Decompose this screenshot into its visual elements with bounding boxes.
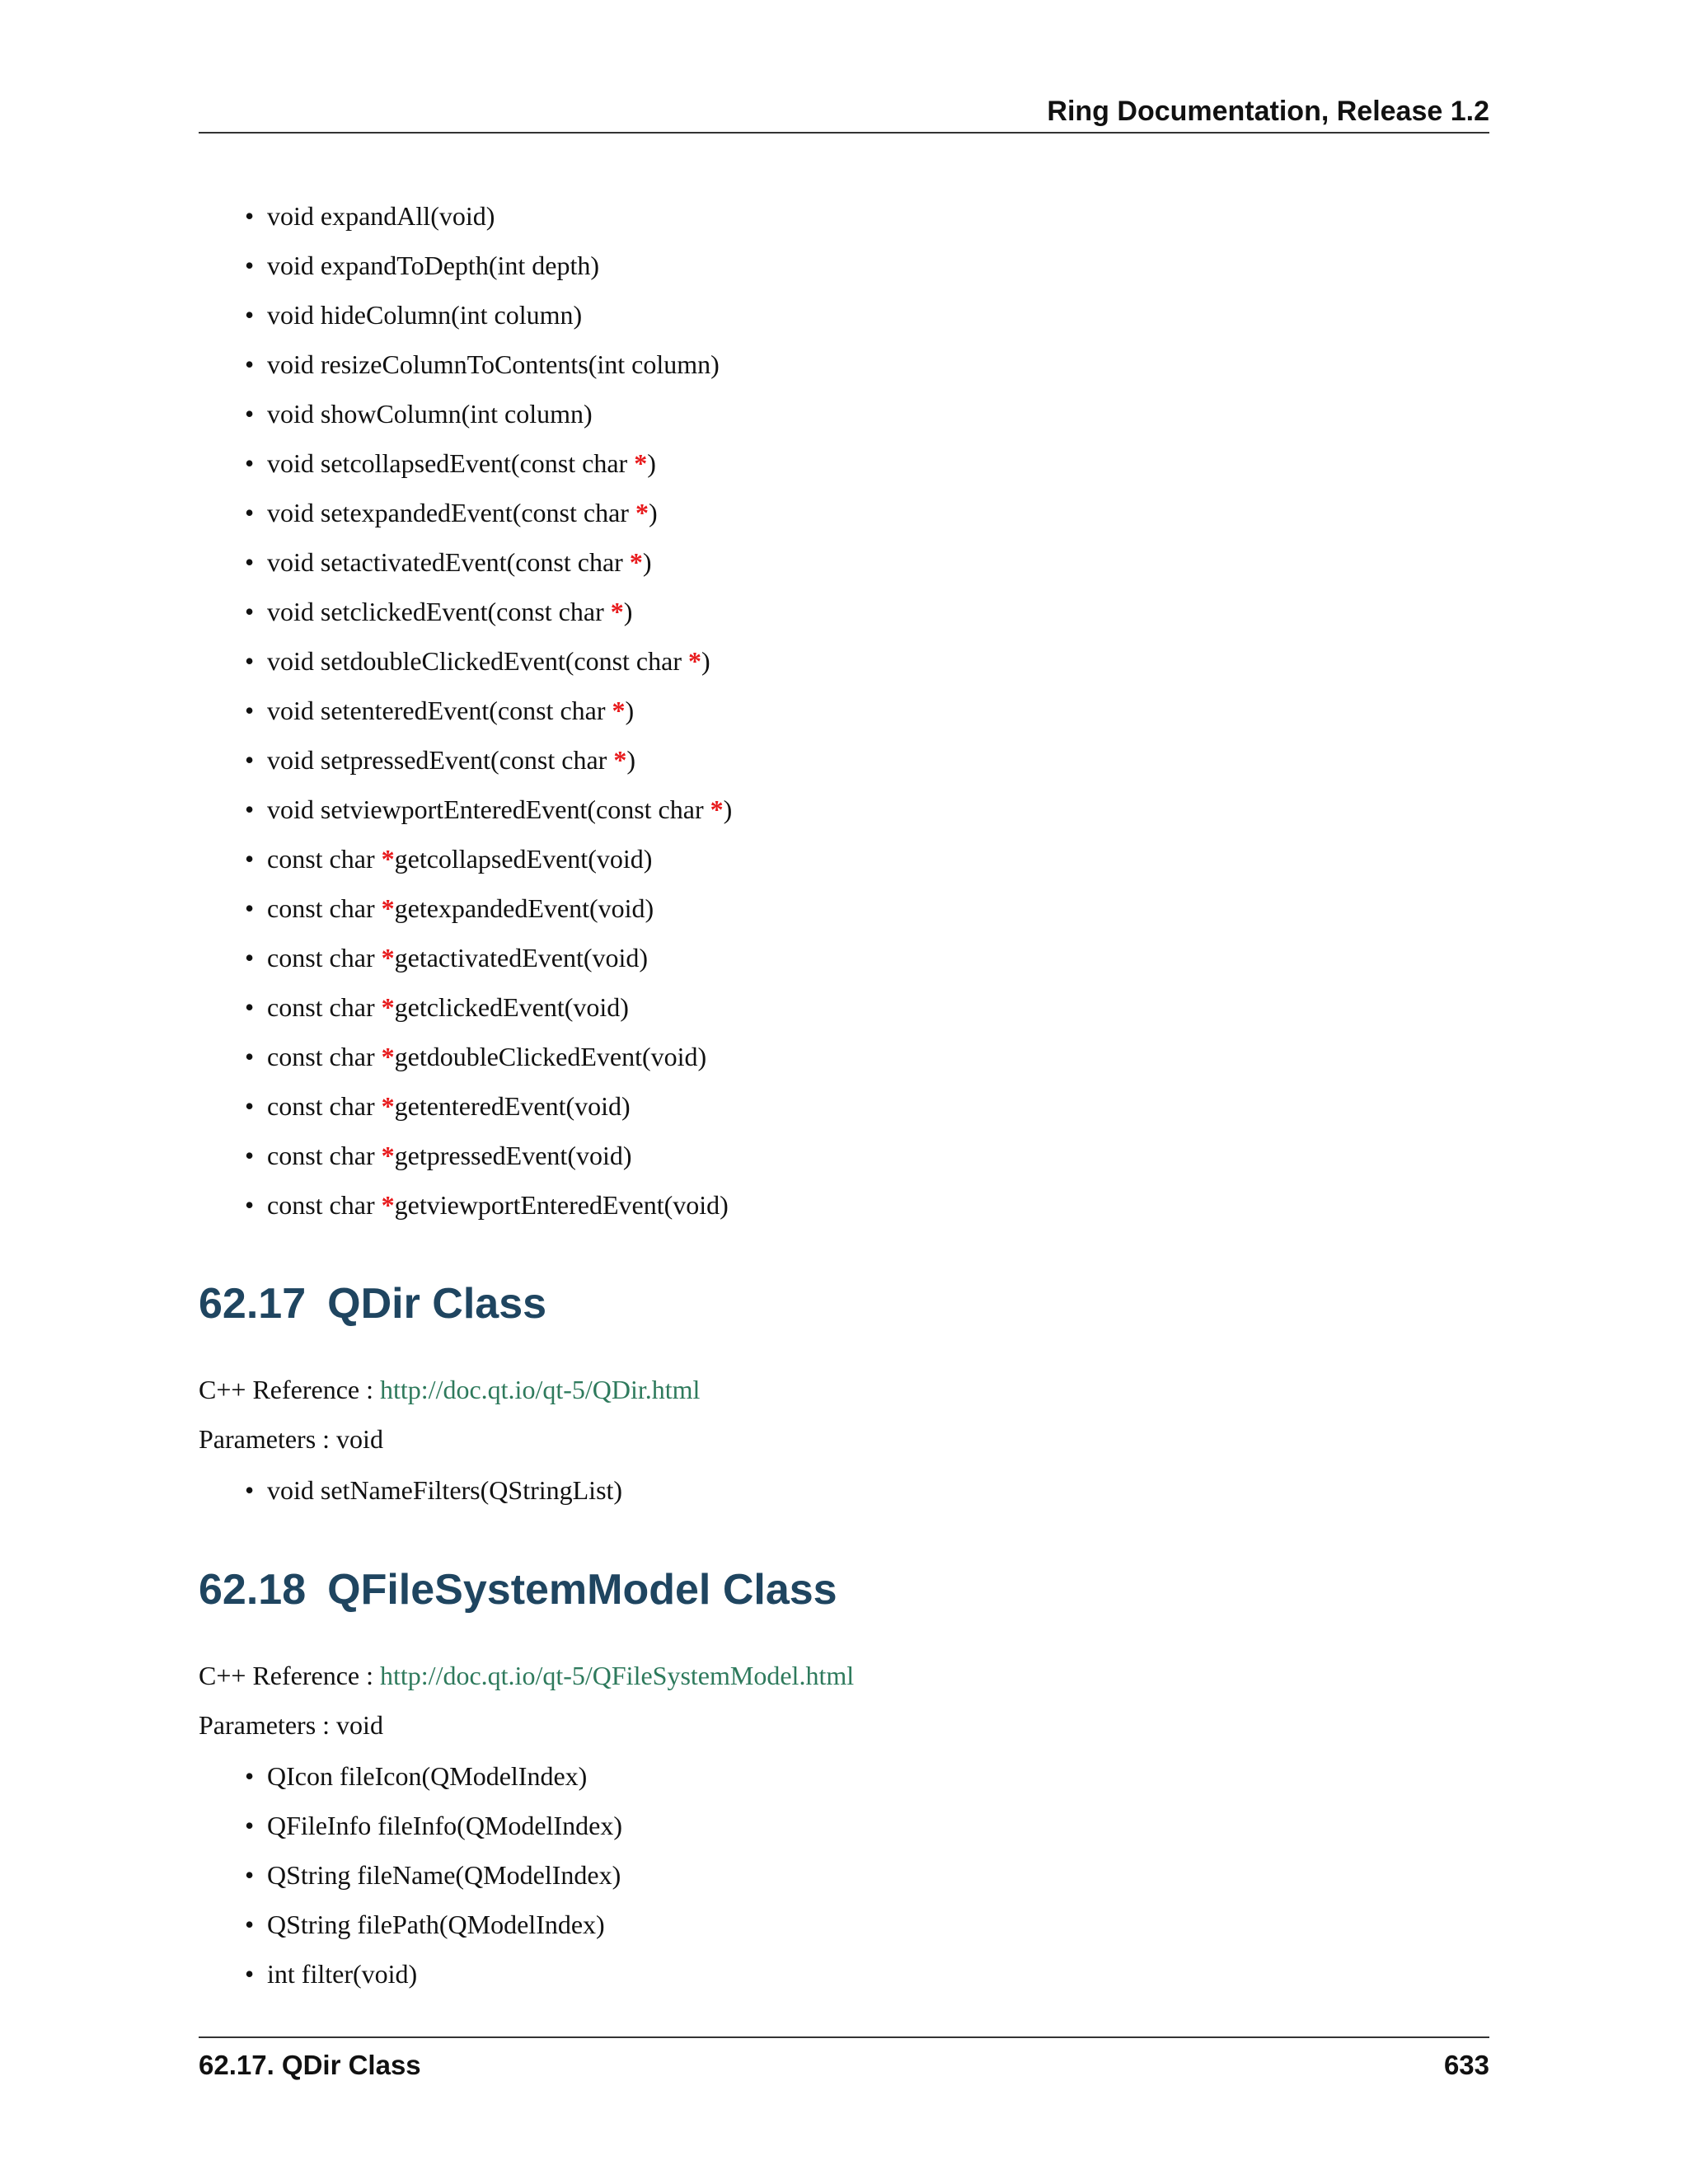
method-text: void setviewportEnteredEvent(const char bbox=[267, 794, 710, 824]
method-text: getpressedEvent(void) bbox=[394, 1141, 632, 1170]
list-item bbox=[245, 389, 732, 438]
pointer-asterisk: * bbox=[710, 794, 724, 824]
method-text: ) bbox=[625, 696, 635, 725]
cpp-reference-qfilesystemmodel bbox=[199, 1661, 854, 1691]
method-text: const char bbox=[267, 992, 382, 1022]
pointer-asterisk: * bbox=[381, 943, 395, 972]
list-item bbox=[245, 340, 732, 389]
bullet-icon: • bbox=[245, 1959, 255, 1989]
method-text: const char bbox=[267, 1190, 382, 1220]
method-text: void hideColumn(int column) bbox=[267, 300, 583, 330]
list-item bbox=[245, 883, 732, 933]
method-text: getexpandedEvent(void) bbox=[394, 893, 654, 923]
method-text: QString fileName(QModelIndex) bbox=[267, 1860, 621, 1890]
method-text: getviewportEnteredEvent(void) bbox=[394, 1190, 729, 1220]
method-text: QString filePath(QModelIndex) bbox=[267, 1910, 605, 1939]
method-text: ) bbox=[647, 448, 656, 478]
method-text: void setcollapsedEvent(const char bbox=[267, 448, 635, 478]
list-item bbox=[245, 1180, 732, 1230]
pointer-asterisk: * bbox=[381, 1091, 395, 1121]
list-item bbox=[245, 537, 732, 587]
bullet-icon: • bbox=[245, 943, 255, 972]
treeview-method-list bbox=[245, 191, 732, 1230]
method-text: getdoubleClickedEvent(void) bbox=[394, 1042, 707, 1071]
qdir-method-list bbox=[245, 1465, 622, 1515]
method-text: void showColumn(int column) bbox=[267, 399, 593, 429]
method-text: const char bbox=[267, 1091, 382, 1121]
method-text: ) bbox=[626, 745, 635, 775]
parameters-qdir: Parameters : void bbox=[199, 1424, 383, 1454]
list-item bbox=[245, 1465, 622, 1515]
page-header bbox=[199, 91, 1489, 134]
bullet-icon: • bbox=[245, 844, 255, 874]
page-number: 633 bbox=[1443, 2050, 1489, 2080]
list-item bbox=[245, 1032, 732, 1081]
list-item bbox=[245, 686, 732, 735]
parameters-qfilesystemmodel: Parameters : void bbox=[199, 1710, 383, 1740]
method-text: getcollapsedEvent(void) bbox=[394, 844, 653, 874]
list-item bbox=[245, 735, 732, 785]
reference-label: C++ Reference : bbox=[199, 1375, 380, 1404]
section-number: 62.17 bbox=[199, 1280, 307, 1328]
bullet-icon: • bbox=[245, 745, 255, 775]
bullet-icon: • bbox=[245, 1141, 255, 1170]
method-text: ) bbox=[701, 646, 710, 676]
method-text: void setpressedEvent(const char bbox=[267, 745, 614, 775]
pointer-asterisk: * bbox=[629, 547, 643, 577]
pointer-asterisk: * bbox=[635, 498, 649, 527]
bullet-icon: • bbox=[245, 1190, 255, 1220]
list-item bbox=[245, 1900, 622, 1949]
method-text: const char bbox=[267, 943, 382, 972]
method-text: void setNameFilters(QStringList) bbox=[267, 1475, 623, 1505]
method-text: const char bbox=[267, 893, 382, 923]
bullet-icon: • bbox=[245, 1091, 255, 1121]
method-text: ) bbox=[723, 794, 733, 824]
method-text: getactivatedEvent(void) bbox=[394, 943, 649, 972]
list-item bbox=[245, 1801, 622, 1850]
bullet-icon: • bbox=[245, 300, 255, 330]
section-heading-qfilesystemmodel bbox=[199, 1565, 837, 1615]
bullet-icon: • bbox=[245, 1761, 255, 1791]
list-item bbox=[245, 1949, 622, 1999]
method-text: void setenteredEvent(const char bbox=[267, 696, 612, 725]
method-text: ) bbox=[648, 498, 658, 527]
method-text: void resizeColumnToContents(int column) bbox=[267, 349, 720, 379]
footer-section-title: 62.17. QDir Class bbox=[199, 2050, 421, 2080]
reference-link[interactable]: http://doc.qt.io/qt-5/QDir.html bbox=[380, 1375, 701, 1404]
method-text: const char bbox=[267, 844, 382, 874]
list-item bbox=[245, 834, 732, 883]
list-item bbox=[245, 1131, 732, 1180]
method-text: ) bbox=[623, 597, 633, 626]
list-item bbox=[245, 982, 732, 1032]
bullet-icon: • bbox=[245, 893, 255, 923]
bullet-icon: • bbox=[245, 696, 255, 725]
bullet-icon: • bbox=[245, 201, 255, 231]
list-item bbox=[245, 290, 732, 340]
bullet-icon: • bbox=[245, 992, 255, 1022]
method-text: void expandToDepth(int depth) bbox=[267, 251, 599, 280]
bullet-icon: • bbox=[245, 1042, 255, 1071]
method-text: int filter(void) bbox=[267, 1959, 418, 1989]
pointer-asterisk: * bbox=[381, 992, 395, 1022]
page-footer bbox=[199, 2036, 1489, 2080]
method-text: void setdoubleClickedEvent(const char bbox=[267, 646, 688, 676]
bullet-icon: • bbox=[245, 349, 255, 379]
section-title: QFileSystemModel Class bbox=[327, 1566, 837, 1614]
bullet-icon: • bbox=[245, 251, 255, 280]
list-item bbox=[245, 1850, 622, 1900]
header-title: Ring Documentation, Release 1.2 bbox=[1047, 96, 1489, 127]
bullet-icon: • bbox=[245, 794, 255, 824]
method-text: const char bbox=[267, 1042, 382, 1071]
section-heading-qdir bbox=[199, 1279, 546, 1329]
pointer-asterisk: * bbox=[612, 696, 626, 725]
list-item bbox=[245, 438, 732, 488]
method-text: getclickedEvent(void) bbox=[394, 992, 629, 1022]
pointer-asterisk: * bbox=[381, 1190, 395, 1220]
list-item bbox=[245, 636, 732, 686]
section-title: QDir Class bbox=[327, 1280, 547, 1328]
pointer-asterisk: * bbox=[381, 1042, 395, 1071]
list-item bbox=[245, 933, 732, 982]
bullet-icon: • bbox=[245, 1860, 255, 1890]
list-item bbox=[245, 191, 732, 241]
bullet-icon: • bbox=[245, 399, 255, 429]
bullet-icon: • bbox=[245, 1811, 255, 1840]
method-text: void setactivatedEvent(const char bbox=[267, 547, 630, 577]
pointer-asterisk: * bbox=[381, 844, 395, 874]
bullet-icon: • bbox=[245, 547, 255, 577]
reference-link[interactable]: http://doc.qt.io/qt-5/QFileSystemModel.html bbox=[380, 1661, 855, 1690]
bullet-icon: • bbox=[245, 448, 255, 478]
method-text: const char bbox=[267, 1141, 382, 1170]
pointer-asterisk: * bbox=[381, 1141, 395, 1170]
reference-label: C++ Reference : bbox=[199, 1661, 380, 1690]
method-text: QIcon fileIcon(QModelIndex) bbox=[267, 1761, 588, 1791]
bullet-icon: • bbox=[245, 597, 255, 626]
pointer-asterisk: * bbox=[381, 893, 395, 923]
cpp-reference-qdir bbox=[199, 1375, 700, 1405]
bullet-icon: • bbox=[245, 646, 255, 676]
method-text: void setexpandedEvent(const char bbox=[267, 498, 635, 527]
list-item bbox=[245, 488, 732, 537]
bullet-icon: • bbox=[245, 1910, 255, 1939]
method-text: getenteredEvent(void) bbox=[394, 1091, 631, 1121]
pointer-asterisk: * bbox=[687, 646, 701, 676]
list-item bbox=[245, 785, 732, 834]
pointer-asterisk: * bbox=[613, 745, 627, 775]
method-text: void setclickedEvent(const char bbox=[267, 597, 611, 626]
list-item bbox=[245, 241, 732, 290]
list-item bbox=[245, 1081, 732, 1131]
pointer-asterisk: * bbox=[634, 448, 648, 478]
method-text: ) bbox=[642, 547, 652, 577]
bullet-icon: • bbox=[245, 1475, 255, 1505]
list-item bbox=[245, 1751, 622, 1801]
bullet-icon: • bbox=[245, 498, 255, 527]
section-number: 62.18 bbox=[199, 1566, 307, 1614]
method-text: void expandAll(void) bbox=[267, 201, 495, 231]
qfilesystemmodel-method-list bbox=[245, 1751, 622, 1999]
pointer-asterisk: * bbox=[610, 597, 624, 626]
list-item bbox=[245, 587, 732, 636]
method-text: QFileInfo fileInfo(QModelIndex) bbox=[267, 1811, 622, 1840]
